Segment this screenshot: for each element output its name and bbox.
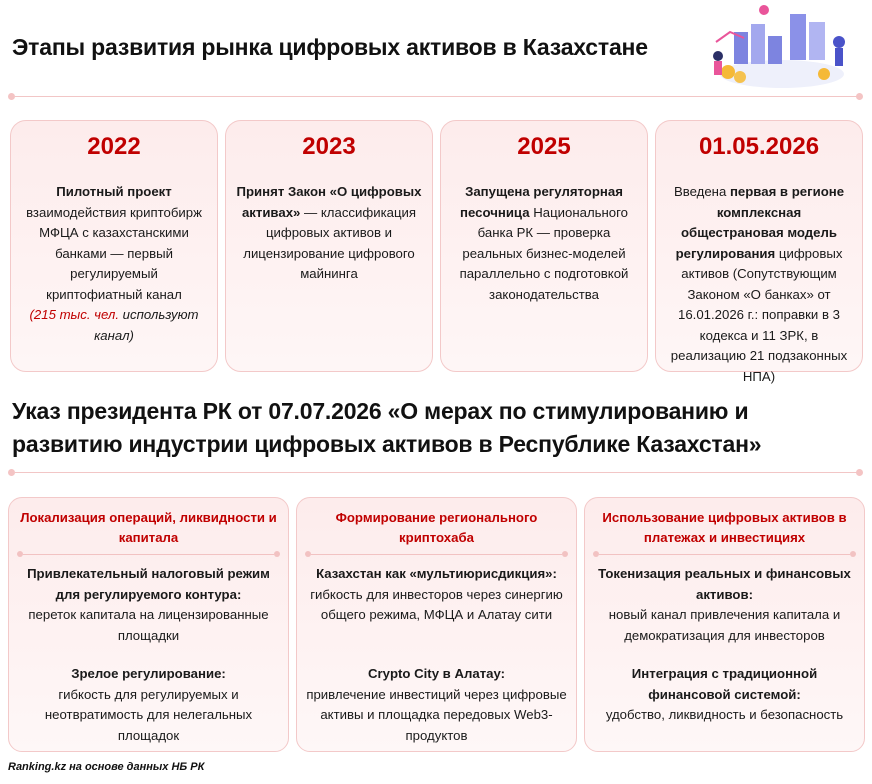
direction-card-payments: [584, 497, 865, 752]
timeline-year: 2025: [517, 133, 571, 160]
direction-item: Токенизация реальных и финансовых активов: новый канал привлечения капитала и демократизация для инвесторов: [598, 566, 851, 643]
timeline-text: Запущена регуляторная песочница Национального банка РК — проверка реальных бизнес-моделей параллельно с подготовкой законодательства: [459, 184, 629, 302]
direction-item: Crypto City в Алатау: привлечение инвестиций через цифровые активы и площадка передовых Web3-продуктов: [306, 666, 567, 743]
direction-card-localization: [8, 497, 289, 752]
direction-separator: [599, 554, 850, 555]
timeline-year: 01.05.2026: [698, 133, 820, 160]
direction-card-crypto-hub: [296, 497, 577, 752]
separator-dot-right: [856, 469, 863, 476]
source-footer: Ranking.kz на основе данных НБ РК: [8, 761, 205, 773]
timeline-year: 2023: [302, 133, 356, 160]
decree-separator: [15, 472, 857, 473]
crypto-illustration-icon: [704, 2, 854, 94]
separator-dot-right: [856, 93, 863, 100]
page-title: Этапы развития рынка цифровых активов в Казахстане: [12, 34, 648, 60]
timeline-card-2023: [225, 120, 433, 372]
timeline-text: Введена первая в регионе комплексная общестрановая модель регулирования цифровых активов (Сопутствующим Законом «О банках» от 16.01.2026 г.: поправки в 3 кодекса и 11 ЗРК, в реализацию 21 подзаконных НПА): [670, 184, 848, 384]
timeline-card-2025: [440, 120, 648, 372]
direction-heading: Формирование регионального криптохаба: [335, 510, 538, 545]
direction-item: Казахстан как «мультиюрисдикция»: гибкость для инвесторов через синергию общего режима, МФЦА и Алатау сити: [310, 566, 563, 622]
direction-separator: [23, 554, 274, 555]
timeline-card-2022: [10, 120, 218, 372]
direction-item: Зрелое регулирование: гибкость для регулируемых и неотвратимость для нелегальных площадок: [44, 666, 253, 743]
decree-title: Указ президента РК от 07.07.2026 «О мерах по стимулированию и развитию индустрии цифровых активов в Республике Казахстан»: [12, 398, 762, 457]
title-separator: [15, 96, 857, 97]
separator-dot-left: [8, 469, 15, 476]
direction-heading: Локализация операций, ликвидности и капитала: [20, 510, 277, 545]
direction-item: Привлекательный налоговый режим для регулируемого контура: переток капитала на лицензированные площадки: [27, 566, 270, 643]
timeline-year: 2022: [87, 133, 141, 160]
direction-item: Интеграция с традиционной финансовой системой: удобство, ликвидность и безопасность: [605, 666, 844, 722]
direction-separator: [311, 554, 562, 555]
timeline-text: Принят Закон «О цифровых активах» — классификация цифровых активов и лицензирование цифрового майнинга: [236, 184, 422, 282]
separator-dot-left: [8, 93, 15, 100]
direction-heading: Использование цифровых активов в платежах и инвестициях: [602, 510, 847, 545]
timeline-card-2026: [655, 120, 863, 384]
timeline-text: Пилотный проект взаимодействия криптобирж МФЦА с казахстанскими банками — первый регулируемый криптофиатный канал (215 тыс. чел. используют канал): [26, 184, 202, 343]
